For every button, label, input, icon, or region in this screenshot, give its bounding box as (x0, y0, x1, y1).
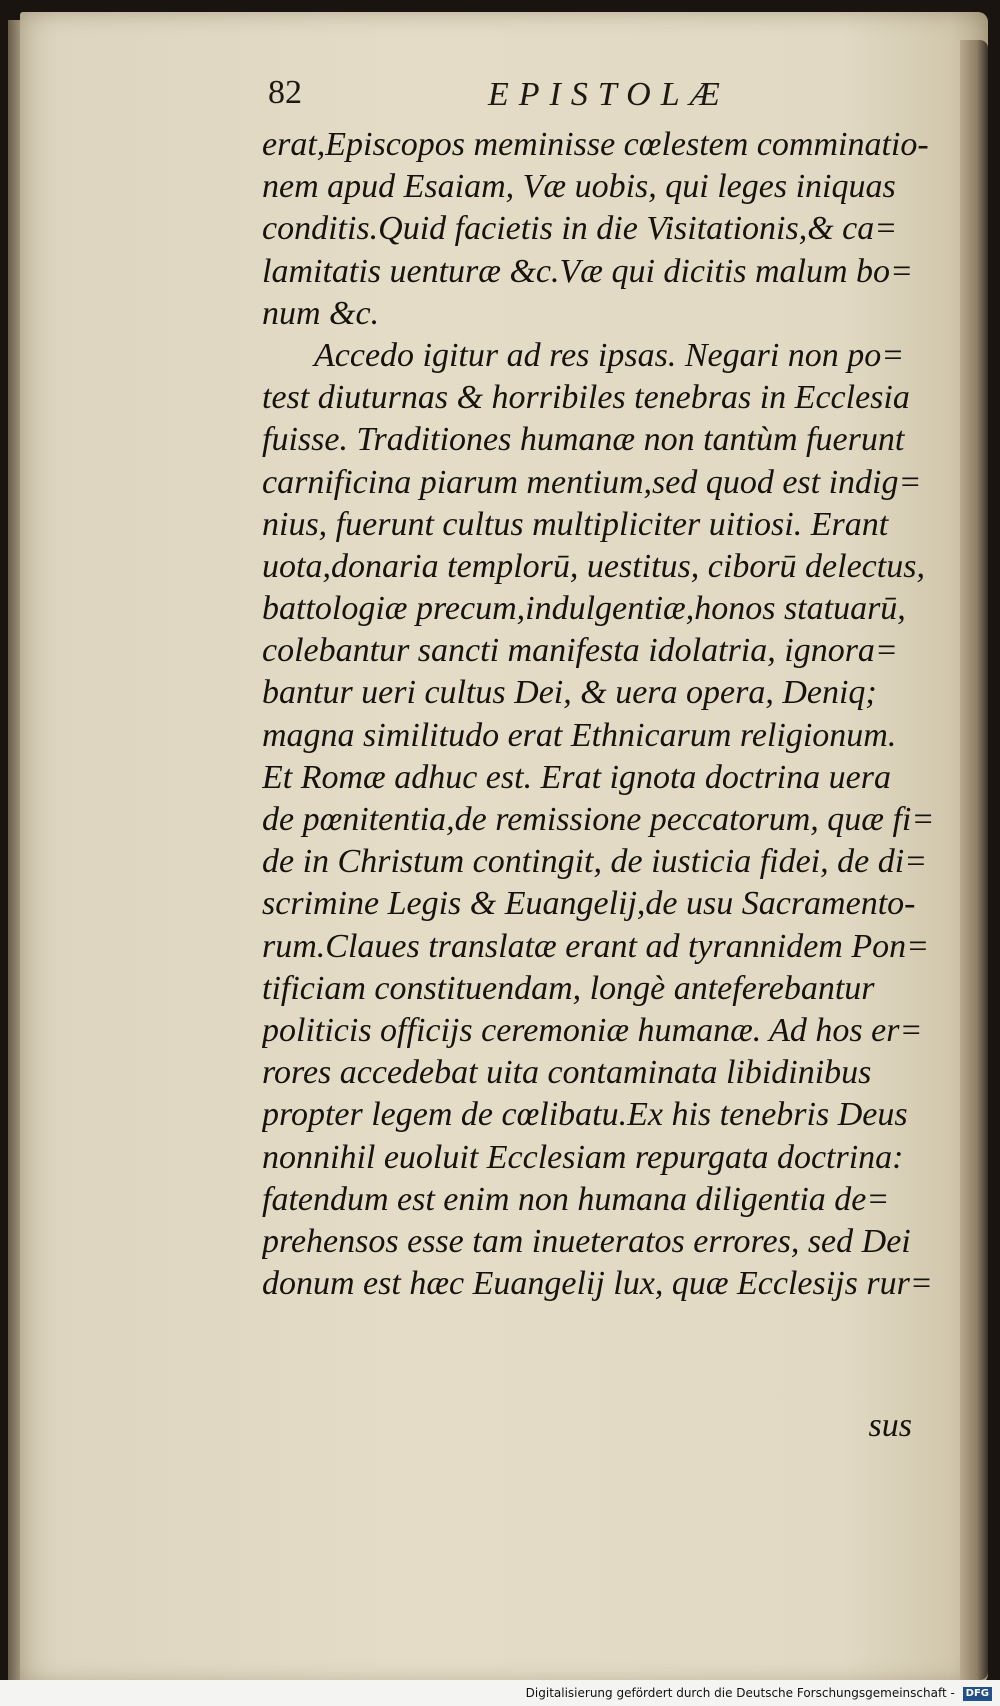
text-line: rum.Claues translatæ erant ad tyrannidem Pon= (262, 927, 930, 965)
text-line: bantur ueri cultus Dei, & uera opera, Deniq; (262, 674, 877, 712)
text-line: erat,Episcopos meminisse cœlestem comminatio- (262, 126, 929, 163)
text-line: tificiam constituendam, longè anteferebantur (262, 969, 875, 1007)
text-line: carnificina piarum mentium,sed quod est indig= (262, 463, 922, 501)
text-line: donum est hæc Euangelij lux, quæ Ecclesijs rur= (262, 1265, 933, 1303)
text-line: de in Christum contingit, de iusticia fidei, de di= (262, 843, 928, 881)
body-text (262, 124, 952, 1305)
catchword: sus (868, 1407, 912, 1444)
text-line: nonnihil euoluit Ecclesiam repurgata doctrina: (262, 1138, 904, 1176)
running-title: EPISTOLÆ (488, 76, 730, 113)
text-line: magna similitudo erat Ethnicarum religionum. (262, 716, 897, 754)
page-header (268, 74, 940, 124)
text-line: de pœnitentia,de remissione peccatorum, quæ fi= (262, 801, 935, 838)
dfg-logo: DFG (963, 1687, 992, 1701)
text-line: colebantur sancti manifesta idolatria, ignora= (262, 632, 898, 670)
digitization-footer (0, 1680, 1000, 1706)
text-line: rores accedebat uita contaminata libidinibus (262, 1054, 872, 1092)
text-line: propter legem de cœlibatu.Ex his tenebris Deus (262, 1096, 908, 1134)
text-line: test diuturnas & horribiles tenebras in Ecclesia (262, 379, 910, 417)
footer-credit: Digitalisierung gefördert durch die Deutsche Forschungsgemeinschaft - (525, 1686, 955, 1700)
page-fore-edge (960, 40, 988, 1680)
text-line: scrimine Legis & Euangelij,de usu Sacramento- (262, 885, 916, 923)
text-line: conditis.Quid facietis in die Visitationis,& ca= (262, 210, 898, 248)
text-line: Accedo igitur ad res ipsas. Negari non po= (314, 336, 905, 374)
text-line: num &c. (262, 294, 380, 332)
text-line: prehensos esse tam inueteratos errores, sed Dei (262, 1222, 911, 1260)
text-line: nius, fuerunt cultus multipliciter uitiosi. Erant (262, 505, 889, 543)
text-line: nem apud Esaiam, Væ uobis, qui leges iniquas (262, 168, 896, 206)
text-line: Et Romæ adhuc est. Erat ignota doctrina uera (262, 758, 891, 796)
text-line: lamitatis uenturæ &c.Væ qui dicitis malum bo= (262, 252, 913, 290)
text-line: politicis officijs ceremoniæ humanæ. Ad hos er= (262, 1011, 923, 1049)
folio-number: 82 (268, 74, 302, 111)
text-line: fuisse. Traditiones humanæ non tantùm fuerunt (262, 421, 905, 459)
text-line: fatendum est enim non humana diligentia de= (262, 1180, 890, 1218)
text-line: battologiæ precum,indulgentiæ,honos statuarū, (262, 590, 906, 628)
text-line: uota,donaria templorū, uestitus, ciborū delectus, (262, 547, 925, 585)
